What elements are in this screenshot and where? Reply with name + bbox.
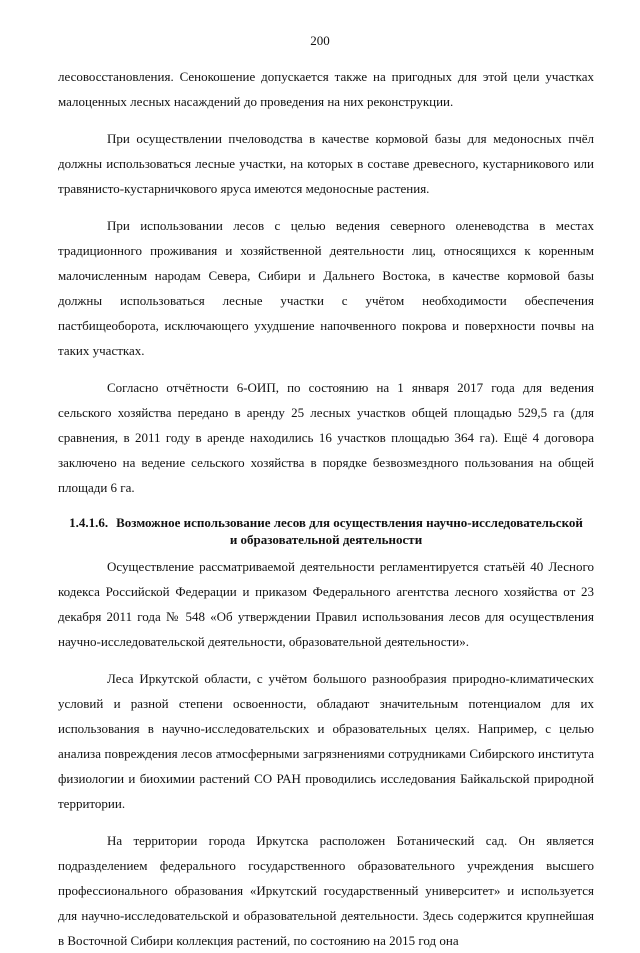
section-heading bbox=[58, 514, 594, 548]
paragraph-beekeeping: При осуществлении пчеловодства в качестве кормовой базы для медоносных пчёл должны использоваться лесные участки, на которых в составе древесного, кустарникового или травянисто-кустарничкового яруса имеются медоносные растения. bbox=[58, 131, 594, 196]
paragraph-agriculture-statistics: Согласно отчётности 6-ОИП, по состоянию на 1 января 2017 года для ведения сельского хозяйства передано в аренду 25 лесных участков общей площадью 529,5 га (для сравнения, в 2011 году в аренде находились 16 участков площадью 364 га). Ещё 4 договора заключено на ведение сельского хозяйства в порядке безвозмездного пользования на общей площади 6 га. bbox=[58, 380, 594, 495]
document-body bbox=[58, 64, 594, 953]
paragraph-botanical-garden: На территории города Иркутска расположен Ботанический сад. Он является подразделением федерального государственного образовательного учреждения высшего профессионального образования «Иркутский государственный университет» и используется для научно-исследовательской и образовательной деятельности. Здесь содержится крупнейшая в Восточной Сибири коллекция растений, по состоянию на 2015 год она bbox=[58, 833, 594, 948]
page-number: 200 bbox=[310, 33, 330, 48]
section-title-line2: и образовательной деятельности bbox=[229, 532, 423, 547]
paragraph-hay-making: лесовосстановления. Сенокошение допускается также на пригодных для этой цели участках малоценных лесных насаждений до проведения на них реконструкции. bbox=[58, 69, 594, 109]
section-number: 1.4.1.6. bbox=[69, 515, 109, 530]
paragraph-reindeer-herding: При использовании лесов с целью ведения северного оленеводства в местах традиционного проживания и хозяйственной деятельности лиц, относящихся к коренным малочисленным народам Севера, Сибири и Дальнего Востока, в качестве кормовой базы должны использоваться лесные участки с учётом необходимости обеспечения пастбищеоборота, исключающего ухудшение напочвенного покрова и поверхности почвы на таких участках. bbox=[58, 218, 594, 358]
section-title-line1: Возможное использование лесов для осуществления научно-исследовательской bbox=[116, 515, 583, 530]
paragraph-regulation: Осуществление рассматриваемой деятельности регламентируется статьёй 40 Лесного кодекса Российской Федерации и приказом Федерального агентства лесного хозяйства от 23 декабря 2011 года № 548 «Об утверждении Правил использования лесов для осуществления научно-исследовательской деятельности, образовательной деятельности». bbox=[58, 559, 594, 649]
section-heading-line1 bbox=[58, 514, 594, 531]
paragraph-irkutsk-forests: Леса Иркутской области, с учётом большого разнообразия природно-климатических условий и разной степени освоенности, обладают значительным потенциалом для их использования в научно-исследовательских и образовательных целях. Например, с целью анализа повреждения лесов атмосферными загрязнениями сотрудниками Сибирского института физиологии и биохимии растений СО РАН проводились исследования Байкальской природной территории. bbox=[58, 671, 594, 811]
